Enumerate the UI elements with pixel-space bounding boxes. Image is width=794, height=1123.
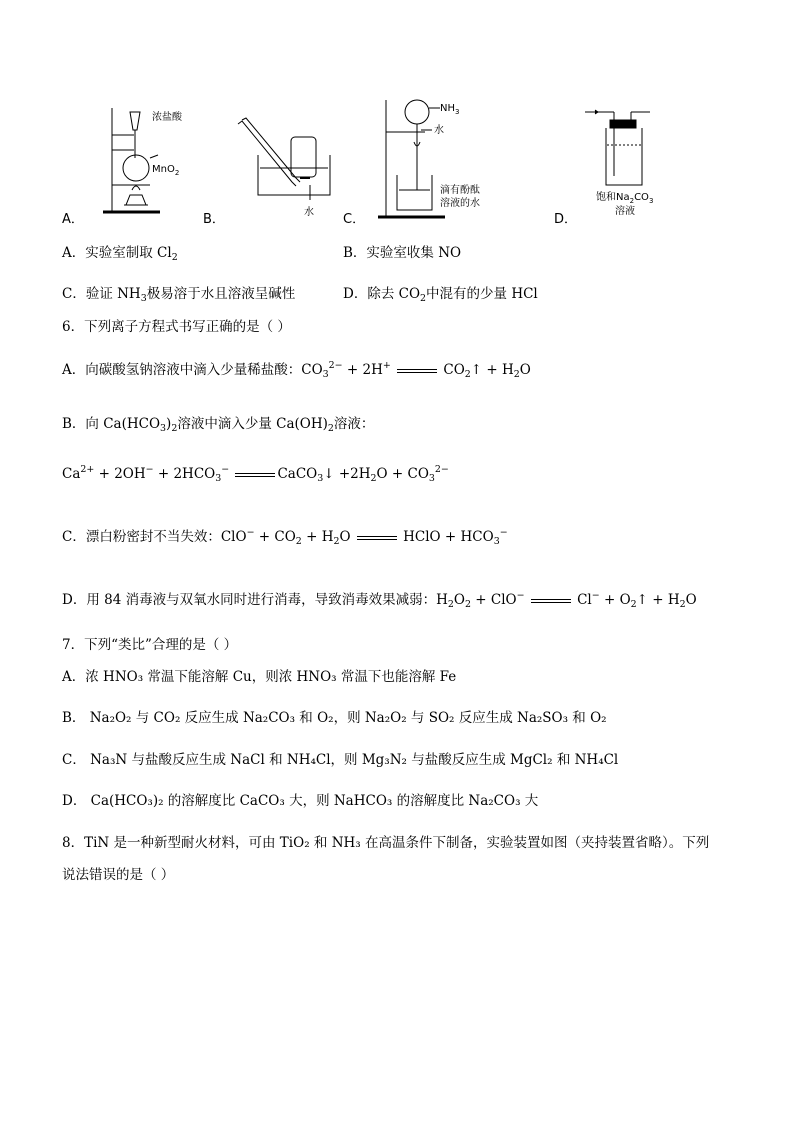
figure-a-label: A．: [62, 212, 84, 227]
label-conc-hcl: 浓盐酸: [152, 112, 182, 123]
label-solution-water: 溶液的水: [440, 198, 480, 209]
label-na2co3: 饱和$Na_2CO_3$: [596, 192, 654, 205]
figure-d-wash-bottle: [585, 110, 650, 185]
label-mno2: MnO$_2$: [152, 164, 180, 177]
label-nh3: $NH_3$: [440, 103, 460, 116]
label-water-b: 水: [304, 207, 314, 218]
apparatus-figures: [0, 0, 794, 230]
figure-b-gas-collection: [238, 118, 330, 200]
label-solution-d: 溶液: [615, 206, 635, 217]
figure-a-chlorine-apparatus: [103, 108, 160, 212]
q7-option-d: D． Ca(HCO₃)₂ 的溶解度比 CaCO₃ 大，则 NaHCO₃ 的溶解度比 Na₂CO₃ 大: [62, 793, 539, 809]
q6-option-a: A．向碳酸氢钠溶液中滴入少量稀盐酸：$CO_3^{2-} + 2H^+$ $CO_2↑ + H_2O$: [62, 360, 531, 380]
figure-d-label: D．: [554, 212, 578, 227]
figure-b-label: B．: [203, 212, 225, 227]
figure-c-label: C．: [343, 212, 366, 227]
figure-c-fountain: [378, 100, 445, 217]
q6-option-c: C．漂白粉密封不当失效：$ClO^- + CO_2 + H_2O$ HClO + $HCO_3^-$: [62, 527, 508, 547]
q7-stem: 7．下列“类比”合理的是（ ）: [62, 637, 238, 653]
label-water-c: 水: [434, 125, 444, 136]
q7-option-c: C． Na₃N 与盐酸反应生成 NaCl 和 NH₄Cl，则 Mg₃N₂ 与盐酸反应生成 MgCl₂ 和 NH₄Cl: [62, 752, 619, 768]
q5-option-b: B．实验室收集 NO: [343, 245, 462, 261]
q6-stem: 6．下列离子方程式书写正确的是（ ）: [62, 319, 291, 335]
q5-option-c: C．验证 $NH_3$极易溶于水且溶液呈碱性: [62, 286, 296, 304]
q6-option-d: D．用 84 消毒液与双氧水同时进行消毒，导致消毒效果减弱：$H_2O_2 + ClO^-$ $Cl^- + O_2↑ + H_2O$: [62, 590, 697, 610]
label-phenolphthalein: 滴有酚酞: [440, 185, 480, 196]
q5-option-a: A．实验室制取 $Cl_2$: [62, 245, 178, 263]
q8-stem-line2: 说法错误的是（ ）: [62, 867, 175, 883]
q7-option-a: A．浓 HNO₃ 常温下能溶解 Cu，则浓 HNO₃ 常温下也能溶解 Fe: [62, 669, 457, 685]
q6-option-b: B．向 $Ca(HCO_3)_2$溶液中滴入少量 $Ca(OH)_2$溶液：: [62, 416, 375, 434]
q8-stem-line1: 8．TiN 是一种新型耐火材料，可由 TiO₂ 和 NH₃ 在高温条件下制备，实验装置如图（夹持装置省略）。下列: [62, 835, 710, 851]
q6-option-b-equation: $Ca^{2+} + 2OH^- + 2HCO_3^-$ CaCO$_3$↓ $+2H_2O + CO_3^{2-}$: [62, 464, 449, 484]
q5-option-d: D．除去 $CO_2$中混有的少量 HCl: [343, 286, 538, 304]
q7-option-b: B． Na₂O₂ 与 CO₂ 反应生成 Na₂CO₃ 和 O₂，则 Na₂O₂ 与 SO₂ 反应生成 Na₂SO₃ 和 O₂: [62, 710, 607, 726]
